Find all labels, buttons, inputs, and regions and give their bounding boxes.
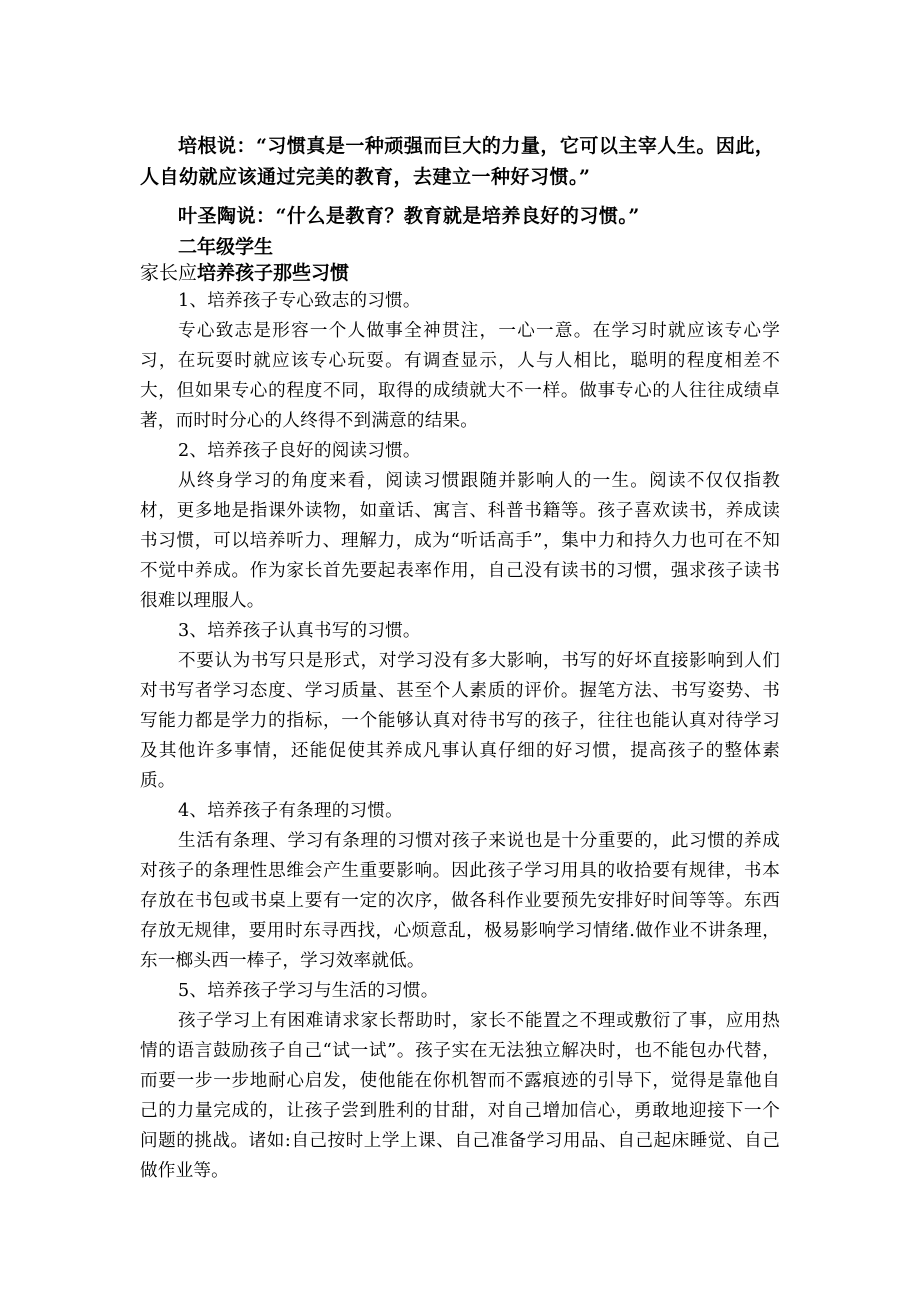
section-text-4: 生活有条理、学习有条理的习惯对孩子来说也是十分重要的，此习惯的养成对孩子的条理性思维会产生重要影响。因此孩子学习用具的收拾要有规律，书本存放在书包或书桌上要有一定的次序，做各科作业要预先安排好时间等等。东西存放无规律，要用时东寻西找，心烦意乱，极易影响学习情绪.做作业不讲条理，东一榔头西一棒子，学习效率就低。 [140,831,780,971]
section-title-3: 3、培养孩子认真书写的习惯。 [178,621,421,641]
document-body [140,286,780,1186]
subtitle [140,259,349,287]
subtitle-bold: 培养孩子那些习惯 [197,262,350,284]
section-text-2: 从终身学习的角度来看，阅读习惯跟随并影响人的一生。阅读不仅仅指教材，更多地是指课外读物，如童话、寓言、科普书籍等。孩子喜欢读书，养成读书习惯，可以培养听力、理解力，成为“听话高手”，集中力和持久力也可在不知不觉中养成。作为家长首先要起表率作用，自己没有读书的习惯，强求孩子读书很难以理服人。 [140,471,780,611]
section-title-1: 1、培养孩子专心致志的习惯。 [178,291,421,311]
grade-heading: 二年级学生 [178,236,274,258]
quote-bacon: 培根说：“习惯真是一种顽强而巨大的力量，它可以主宰人生。因此，人自幼就应该通过完美的教育，去建立一种好习惯。” [140,135,775,188]
section-text-1: 专心致志是形容一个人做事全神贯注，一心一意。在学习时就应该专心学习，在玩耍时就应该专心玩耍。有调查显示，人与人相比，聪明的程度相差不大，但如果专心的程度不同，取得的成绩就大不一样。做事专心的人往往成绩卓著，而时时分心的人终得不到满意的结果。 [140,321,780,431]
section-title-4: 4、培养孩子有条理的习惯。 [178,801,403,821]
section-text-3: 不要认为书写只是形式，对学习没有多大影响，书写的好坏直接影响到人们对书写者学习态度、学习质量、甚至个人素质的评价。握笔方法、书写姿势、书写能力都是学力的指标，一个能够认真对待书写的孩子，往往也能认真对待学习及其他许多事情，还能促使其养成凡事认真仔细的好习惯，提高孩子的整体素质。 [140,651,780,791]
section-title-5: 5、培养孩子学习与生活的习惯。 [178,981,439,1001]
subtitle-prefix: 家长应 [140,262,198,284]
section-title-2: 2、培养孩子良好的阅读习惯。 [178,441,421,461]
section-text-5: 孩子学习上有困难请求家长帮助时，家长不能置之不理或敷衍了事，应用热情的语言鼓励孩子自己“试一试”。孩子实在无法独立解决时，也不能包办代替，而要一步一步地耐心启发，使他能在你机智而不露痕迹的引导下，觉得是靠他自己的力量完成的，让孩子尝到胜利的甘甜，对自己增加信心，勇敢地迎接下一个问题的挑战。诸如:自己按时上学上课、自己准备学习用品、自己起床睡觉、自己做作业等。 [140,1011,780,1181]
quote-ye-shengtao: 叶圣陶说：“什么是教育？教育就是培养良好的习惯。” [178,205,640,227]
